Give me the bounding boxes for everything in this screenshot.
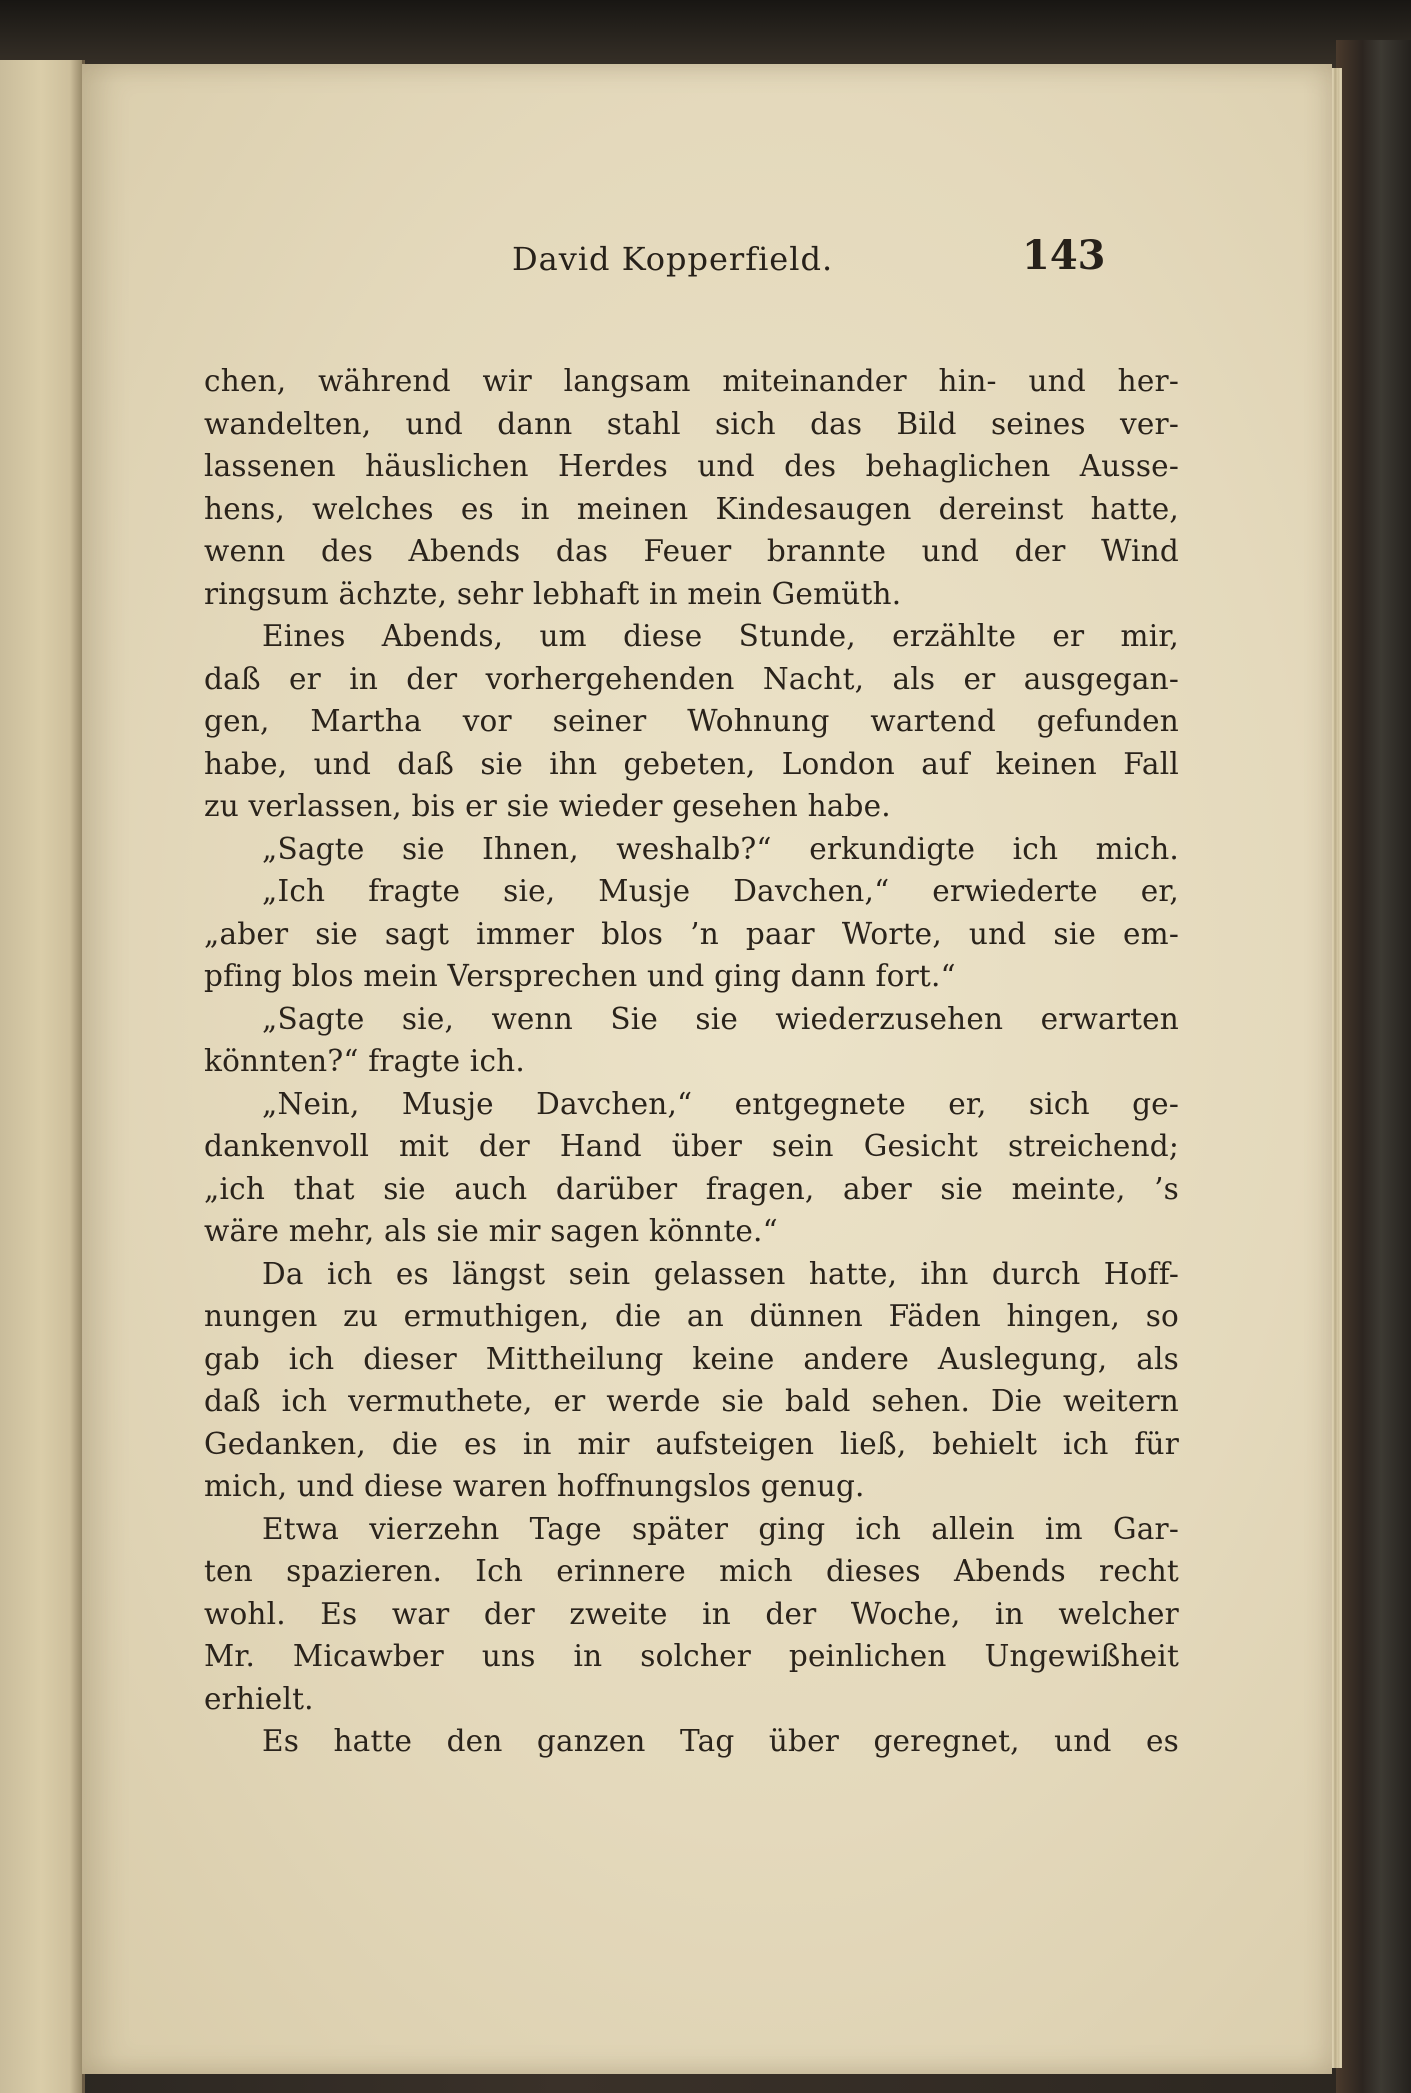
text-line: daß er in der vorhergehenden Nacht, als er ausgegan- — [204, 661, 1179, 696]
book-page — [82, 64, 1332, 2074]
text-line: mich, und diese waren hoffnungslos genug. — [204, 1469, 865, 1503]
text-line: gen, Martha vor seiner Wohnung wartend gefunden — [204, 704, 1179, 738]
text-line: Mr. Micawber uns in solcher peinlichen Ungewißheit — [204, 1639, 1179, 1673]
text-line: wohl. Es war der zweite in der Woche, in welcher — [204, 1596, 1179, 1631]
book-cover-edge — [1336, 40, 1411, 2093]
facing-page-edge — [0, 60, 85, 2093]
text-line: Etwa vierzehn Tage später ging ich allein im Gar- — [262, 1511, 1179, 1546]
page-header — [82, 222, 1332, 292]
body-text — [204, 360, 1179, 1763]
text-line: daß ich vermuthete, er werde sie bald sehen. Die weitern — [204, 1384, 1179, 1418]
text-line: erhielt. — [204, 1681, 314, 1716]
text-line: chen, während wir langsam miteinander hin- und her- — [204, 364, 1179, 398]
text-line: wandelten, und dann stahl sich das Bild seines ver- — [204, 406, 1179, 441]
text-line: pfing blos mein Versprechen und ging dann fort.“ — [204, 959, 956, 993]
text-line: lassenen häuslichen Herdes und des behaglichen Ausse- — [204, 449, 1179, 483]
text-line: wäre mehr, als sie mir sagen könnte.“ — [204, 1214, 778, 1248]
text-line: zu verlassen, bis er sie wieder gesehen habe. — [204, 789, 891, 823]
text-line: könnten?“ fragte ich. — [204, 1044, 525, 1078]
text-line: ten spazieren. Ich erinnere mich dieses Abends recht — [204, 1554, 1179, 1588]
text-line: dankenvoll mit der Hand über sein Gesicht streichend; — [204, 1129, 1179, 1163]
text-line: habe, und daß sie ihn gebeten, London auf keinen Fall — [204, 746, 1179, 781]
text-line: Da ich es längst sein gelassen hatte, ihn durch Hoff- — [262, 1256, 1179, 1291]
text-line: wenn des Abends das Feuer brannte und der Wind — [204, 534, 1179, 568]
text-line: ringsum ächzte, sehr lebhaft in mein Gemüth. — [204, 576, 902, 611]
text-line: Eines Abends, um diese Stunde, erzählte er mir, — [262, 619, 1179, 653]
page-number: 143 — [1022, 232, 1106, 279]
text-line: Es hatte den ganzen Tag über geregnet, und es — [262, 1724, 1179, 1758]
text-line: gab ich dieser Mittheilung keine andere Auslegung, als — [204, 1341, 1179, 1376]
running-title: David Kopperfield. — [512, 240, 834, 278]
text-line: „aber sie sagt immer blos ’n paar Worte, und sie em- — [204, 916, 1179, 951]
text-line: „Ich fragte sie, Musje Davchen,“ erwiederte er, — [262, 874, 1179, 908]
text-line: „ich that sie auch darüber fragen, aber sie meinte, ’s — [204, 1171, 1179, 1206]
text-line: hens, welches es in meinen Kindesaugen dereinst hatte, — [204, 491, 1179, 526]
text-line: „Sagte sie Ihnen, weshalb?“ erkundigte ich mich. — [262, 831, 1179, 866]
text-line: „Sagte sie, wenn Sie sie wiederzusehen erwarten — [262, 1001, 1179, 1036]
text-line: „Nein, Musje Davchen,“ entgegnete er, sich ge- — [262, 1086, 1179, 1121]
text-line: Gedanken, die es in mir aufsteigen ließ, behielt ich für — [204, 1426, 1179, 1461]
text-line: nungen zu ermuthigen, die an dünnen Fäden hingen, so — [204, 1299, 1179, 1333]
